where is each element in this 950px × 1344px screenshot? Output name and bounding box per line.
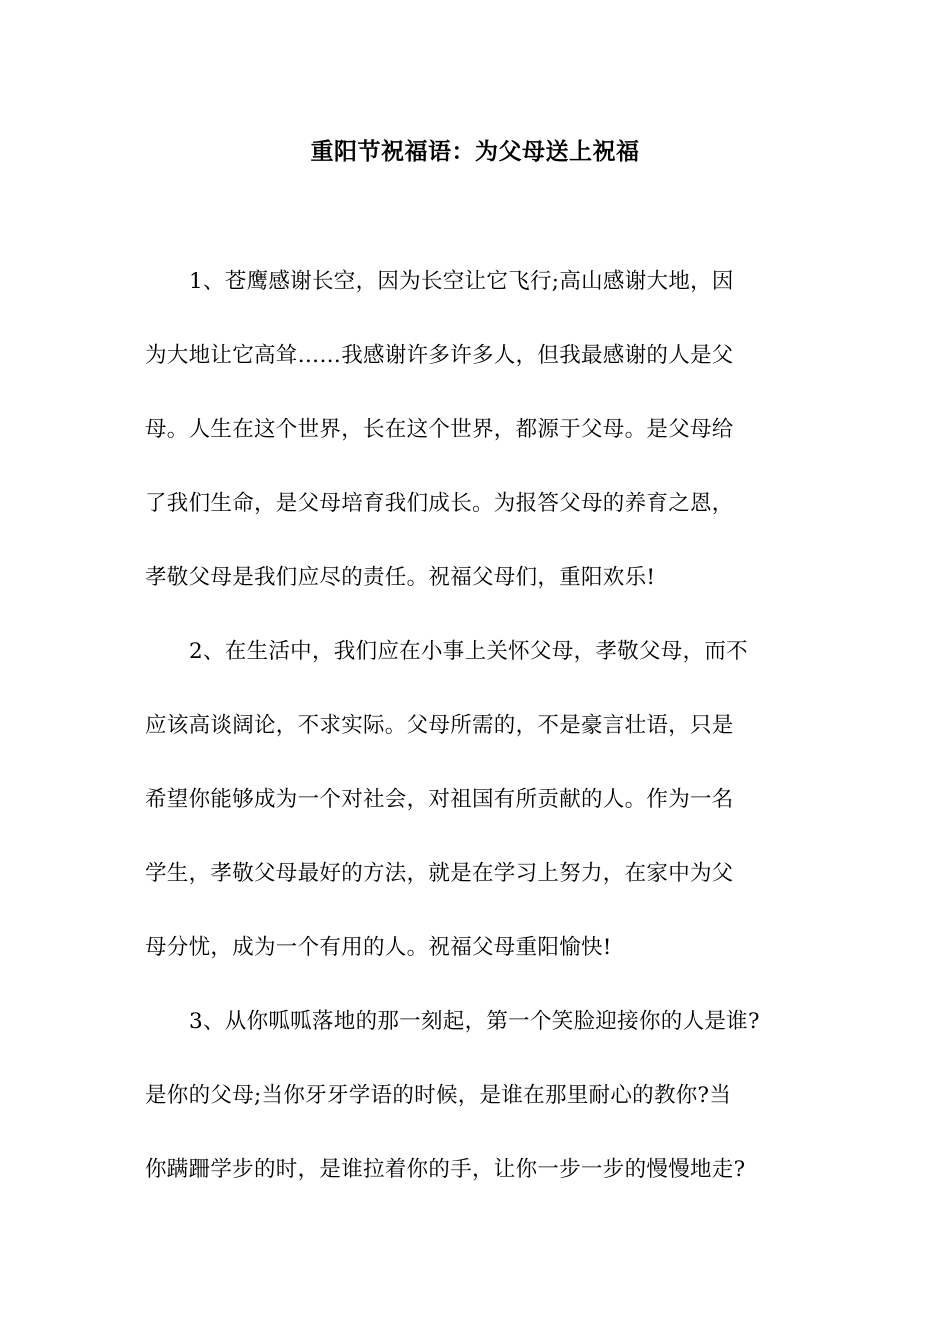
paragraph-line: 3、从你呱呱落地的那一刻起，第一个笑脸迎接你的人是谁? [189,1009,760,1034]
paragraph-line: 是你的父母;当你牙牙学语的时候，是谁在那里耐心的教你?当 [145,1083,732,1108]
paragraph-1 [145,255,810,605]
paragraph-line: 2、在生活中，我们应在小事上关怀父母，孝敬父母，而不 [189,639,748,664]
paragraph-line: 你蹒跚学步的时，是谁拉着你的手，让你一步一步的慢慢地走? [145,1157,746,1182]
paragraph-line: 学生，孝敬父母最好的方法，就是在学习上努力，在家中为父 [145,861,734,886]
paragraph-line: 了我们生命，是父母培育我们成长。为报答父母的养育之恩， [145,491,734,516]
paragraph-2 [145,625,810,975]
paragraph-line: 孝敬父母是我们应尽的责任。祝福父母们，重阳欢乐! [145,565,656,590]
paragraph-line: 母分忧，成为一个有用的人。祝福父母重阳愉快! [145,935,612,960]
paragraph-3 [145,995,810,1197]
document-body [145,255,810,1217]
paragraph-line: 为大地让它高耸……我感谢许多许多人，但我最感谢的人是父 [145,343,734,368]
document-title: 重阳节祝福语：为父母送上祝福 [310,139,640,165]
paragraph-line: 1、苍鹰感谢长空，因为长空让它飞行;高山感谢大地，因 [189,269,734,294]
paragraph-line: 希望你能够成为一个对社会，对祖国有所贡献的人。作为一名 [145,787,734,812]
paragraph-line: 应该高谈阔论，不求实际。父母所需的，不是豪言壮语，只是 [145,713,734,738]
paragraph-line: 母。人生在这个世界，长在这个世界，都源于父母。是父母给 [145,417,734,442]
